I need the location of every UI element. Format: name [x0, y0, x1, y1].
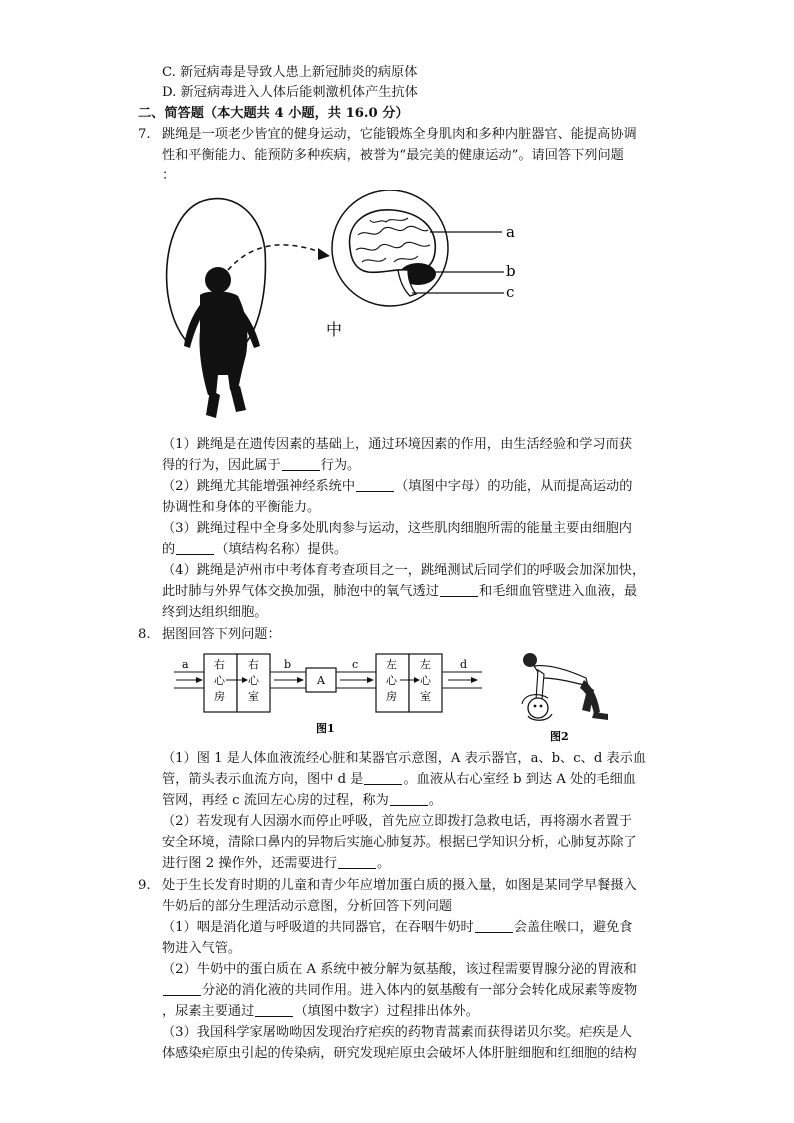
- rv-char-2: 心: [248, 674, 259, 687]
- rescuer-head: [523, 653, 537, 667]
- la-char-3: 房: [386, 690, 397, 703]
- q9-number: 9.: [138, 878, 151, 893]
- ra-char-1: 右: [214, 658, 225, 671]
- q8-figure-1: [170, 648, 490, 738]
- q8-stem: 据图回答下列问题：: [162, 627, 281, 642]
- answer-blank[interactable]: [163, 981, 201, 996]
- q7-part-3-a: （3）跳绳过程中全身多处肌肉参与运动，这些肌肉细胞所需的能量主要由细胞内: [162, 521, 632, 536]
- lv-char-3: 室: [420, 690, 431, 703]
- dashed-arrow: [228, 245, 320, 270]
- q7-part-2-b: 协调性和身体的平衡能力。: [162, 500, 321, 515]
- q9-stem-2: 牛奶后的部分生理活动示意图，分析回答下列问题: [162, 899, 453, 914]
- q7-part-4-c: 终到达组织细胞。: [162, 605, 268, 620]
- q9-part-1-a: （1）咽是消化道与呼吸道的共同器官，在吞咽牛奶时 会盖住喉口，避免食: [162, 920, 633, 935]
- label-a: a: [506, 223, 515, 241]
- q9-part-3-a: （3）我国科学家屠呦呦因发现治疗疟疾的药物青蒿素而获得诺贝尔奖。疟疾是人: [162, 1025, 632, 1040]
- answer-blank[interactable]: [475, 918, 513, 933]
- q7-part-4-a: （4）跳绳是泸州市中考体育考查项目之一，跳绳测试后同学们的呼吸会加深加快，: [162, 563, 646, 578]
- q9-part-1-b: 物进入气管。: [162, 941, 242, 956]
- rv-char-3: 室: [248, 690, 259, 703]
- q9-part-2-c: ，尿素主要通过 （填图中数字）过程排出体外。: [162, 1004, 479, 1019]
- q6-option-c: C. 新冠病毒是导致人患上新冠肺炎的病原体: [162, 65, 418, 80]
- answer-blank[interactable]: [282, 456, 320, 471]
- q9-part-2-b: 分泌的消化液的共同作用。进入体内的氨基酸有一部分会转化成尿素等废物: [162, 981, 637, 1001]
- q7-part-2-a: （2）跳绳尤其能增强神经系统中 （填图中字母）的功能，从而提高运动的: [162, 479, 633, 494]
- answer-blank[interactable]: [440, 582, 478, 597]
- label-organ-a: A: [317, 674, 325, 687]
- q7-stem-3: ：: [162, 168, 176, 183]
- lv-char-1: 左: [420, 658, 431, 671]
- section-2-title: 二、简答题（本大题共 4 小题，共 16.0 分）: [138, 106, 409, 121]
- la-char-1: 左: [386, 658, 397, 671]
- label-b: b: [506, 262, 516, 280]
- figure-2-caption: 图2: [550, 730, 569, 743]
- q8-figure-2: [508, 648, 618, 744]
- q6-option-d: D. 新冠病毒进入人体后能刺激机体产生抗体: [162, 85, 418, 100]
- ra-char-2: 心: [214, 674, 225, 687]
- victim-head: [528, 698, 548, 718]
- q9-stem-1: 处于生长发育时期的儿童和青少年应增加蛋白质的摄入量，如图是某同学早餐摄入: [162, 878, 637, 893]
- answer-blank[interactable]: [338, 854, 376, 869]
- q7-stem-1: 跳绳是一项老少皆宜的健身运动，它能锻炼全身肌肉和多种内脏器官、能提高协调: [162, 127, 637, 142]
- q8-part-2-c: 进行图 2 操作外，还需要进行 。: [162, 856, 391, 871]
- label-vessel-d: d: [460, 658, 468, 671]
- q8-number: 8.: [138, 627, 151, 642]
- label-mid: 中: [326, 320, 343, 339]
- answer-blank[interactable]: [356, 477, 394, 492]
- lv-char-2: 心: [420, 674, 431, 687]
- q7-part-1-b: 得的行为，因此属于 行为。: [162, 458, 361, 473]
- rescuer-shin: [592, 712, 608, 720]
- answer-blank[interactable]: [176, 540, 214, 555]
- q8-part-1-b: 管，箭头表示血流方向，图中 d 是 。血液从右心室经 b 到达 A 处的毛细血: [162, 772, 636, 787]
- label-vessel-c: c: [352, 658, 359, 671]
- answer-blank[interactable]: [255, 1002, 293, 1017]
- jumper-right-leg: [230, 386, 246, 412]
- ra-char-3: 房: [214, 690, 225, 703]
- label-vessel-b: b: [284, 658, 292, 671]
- answer-blank[interactable]: [390, 791, 428, 806]
- q8-part-1-c: 管网，再经 c 流回左心房的过程，称为 。: [162, 793, 442, 808]
- answer-blank[interactable]: [364, 770, 402, 785]
- rv-char-1: 右: [248, 658, 259, 671]
- label-vessel-a: a: [182, 658, 189, 671]
- la-char-2: 心: [386, 674, 397, 687]
- q9-part-2-a: （2）牛奶中的蛋白质在 A 系统中被分解为氨基酸，该过程需要胃腺分泌的胃液和: [162, 962, 637, 977]
- q8-part-1-a: （1）图 1 是人体血液流经心脏和某器官示意图，A 表示器官，a、b、c、d 表示血: [162, 751, 647, 766]
- q7-stem-2: 性和平衡能力、能预防多种疾病，被誉为“最完美的健康运动”。请回答下列问题: [162, 148, 624, 163]
- q7-part-4-b: 此时肺与外界气体交换加强，肺泡中的氧气透过 和毛细血管壁进入血液，最: [162, 584, 638, 599]
- jumper-head: [205, 267, 231, 293]
- q7-number: 7.: [138, 127, 151, 142]
- q8-part-2-a: （2）若发现有人因溺水而停止呼吸，首先应立即拨打急救电话，再将溺水者置于: [162, 814, 632, 829]
- q7-part-1-a: （1）跳绳是在遗传因素的基础上，通过环境因素的作用，由生活经验和学习而获: [162, 437, 632, 452]
- q7-figure: [160, 190, 540, 430]
- q9-part-3-b: 体感染疟原虫引起的传染病，研究发现疟原虫会破坏人体肝脏细胞和红细胞的结构: [162, 1046, 637, 1061]
- q8-part-2-b: 安全环境，清除口鼻内的异物后实施心肺复苏。根据已学知识分析，心肺复苏除了: [162, 835, 637, 850]
- q7-part-3-b: 的 （填结构名称）提供。: [162, 542, 348, 557]
- arrow-head-icon: [318, 248, 330, 260]
- label-c: c: [506, 283, 515, 301]
- figure-1-caption: 图1: [316, 722, 335, 735]
